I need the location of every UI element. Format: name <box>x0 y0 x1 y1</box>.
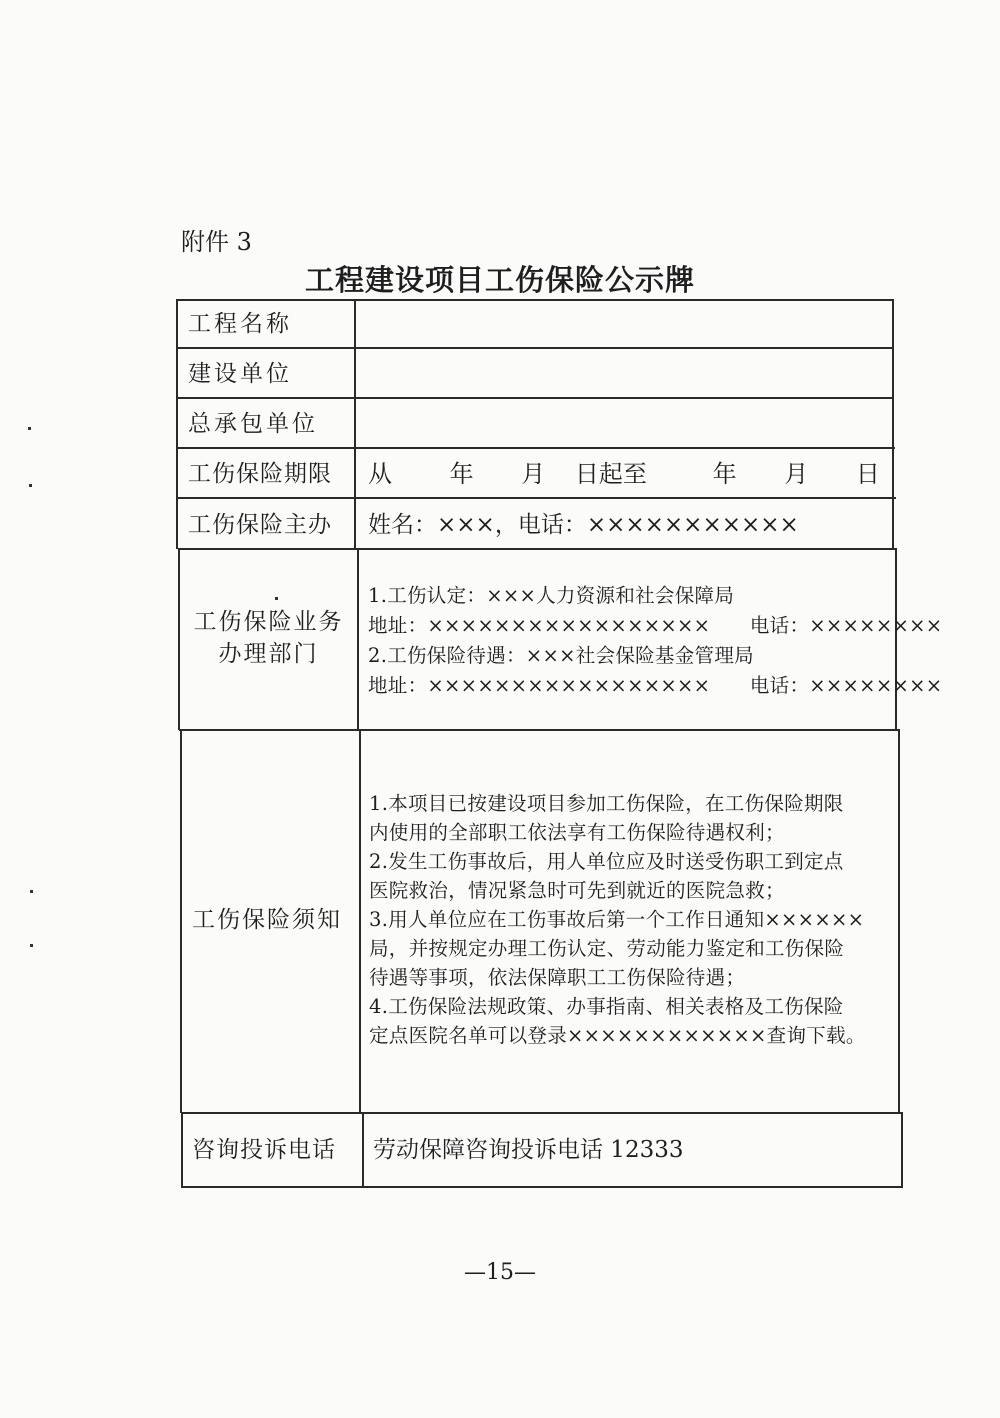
notice-line: 局，并按规定办理工伤认定、劳动能力鉴定和工伤保险 <box>369 937 845 960</box>
period-start-year: 年 <box>449 460 474 488</box>
period-end-month: 月 <box>784 460 809 488</box>
insurance-notice-value <box>369 789 866 1050</box>
period-from: 从 <box>368 460 392 488</box>
column-divider <box>359 729 361 1113</box>
notice-line: 4.工伤保险法规政策、办事指南、相关表格及工伤保险 <box>369 995 844 1018</box>
recognition-address-line: 地址：××××××××××××××××× 电话：×××××××× <box>368 614 943 637</box>
period-start-day-to: 日起至 <box>574 460 647 488</box>
row-divider <box>179 729 899 731</box>
handling-department-label-line1: 工伤保险业务 <box>193 609 344 635</box>
project-name-label: 工程名称 <box>188 311 292 337</box>
complaint-phone-value: 劳动保障咨询投诉电话 12333 <box>373 1137 684 1163</box>
table-border-left <box>176 299 178 549</box>
column-divider <box>354 299 356 549</box>
benefits-address-line: 地址：××××××××××××××××× 电话：×××××××× <box>368 674 943 697</box>
notice-line: 医院救治，情况紧急时可先到就近的医院急救； <box>369 879 785 902</box>
table-border-top <box>176 299 894 301</box>
period-start-month: 月 <box>521 460 546 488</box>
scan-mark <box>275 597 278 600</box>
insurance-notice-label: 工伤保险须知 <box>192 907 342 933</box>
row-divider <box>177 447 895 449</box>
general-contractor-label: 总承包单位 <box>188 411 318 437</box>
notice-line: 1.本项目已按建设项目参加工伤保险，在工伤保险期限 <box>369 792 844 815</box>
row-divider <box>178 548 897 550</box>
row-divider <box>176 397 894 399</box>
page-number: —15— <box>464 1260 536 1285</box>
scan-mark <box>29 484 32 487</box>
construction-unit-label: 建设单位 <box>188 361 292 387</box>
table-border-left <box>181 1112 183 1188</box>
column-divider <box>362 1112 364 1188</box>
document-title: 工程建设项目工伤保险公示牌 <box>304 263 695 297</box>
column-divider <box>357 548 359 730</box>
notice-line: 3.用人单位应在工伤事故后第一个工作日通知×××××× <box>369 908 865 931</box>
handling-department-label <box>180 606 357 670</box>
work-injury-recognition-line: 1.工伤认定：×××人力资源和社会保障局 <box>368 584 735 607</box>
row-divider <box>176 347 894 349</box>
insurance-manager-value: 姓名：×××，电话：××××××××××× <box>368 512 799 538</box>
row-divider <box>177 497 896 499</box>
scan-mark <box>28 427 31 430</box>
table-border-right <box>892 299 894 549</box>
notice-line: 内使用的全部职工依法享有工伤保险待遇权利； <box>369 821 785 844</box>
notice-line: 定点医院名单可以登录××××××××××××查询下载。 <box>369 1024 866 1047</box>
period-end-year: 年 <box>712 460 737 488</box>
scan-mark <box>30 890 33 893</box>
insurance-benefits-line: 2.工伤保险待遇：×××社会保险基金管理局 <box>368 644 754 667</box>
notice-line: 2.发生工伤事故后，用人单位应及时送受伤职工到定点 <box>369 850 844 873</box>
complaint-phone-label: 咨询投诉电话 <box>192 1137 336 1163</box>
row-divider <box>181 1112 902 1114</box>
scan-mark <box>30 944 33 947</box>
table-border-right <box>901 1112 903 1188</box>
period-end-day: 日 <box>855 460 880 488</box>
notice-line: 待遇等事项，依法保障职工工伤保险待遇； <box>369 966 746 989</box>
attachment-label: 附件 3 <box>181 228 252 256</box>
insurance-manager-label: 工伤保险主办 <box>188 512 332 538</box>
table-border-right <box>898 729 900 1113</box>
table-border-left <box>180 729 182 1113</box>
handling-department-label-line2: 办理部门 <box>218 641 319 667</box>
table-border-bottom <box>182 1186 903 1188</box>
insurance-period-label: 工伤保险期限 <box>188 461 332 487</box>
insurance-period-value <box>368 458 880 490</box>
handling-department-value <box>368 581 942 701</box>
